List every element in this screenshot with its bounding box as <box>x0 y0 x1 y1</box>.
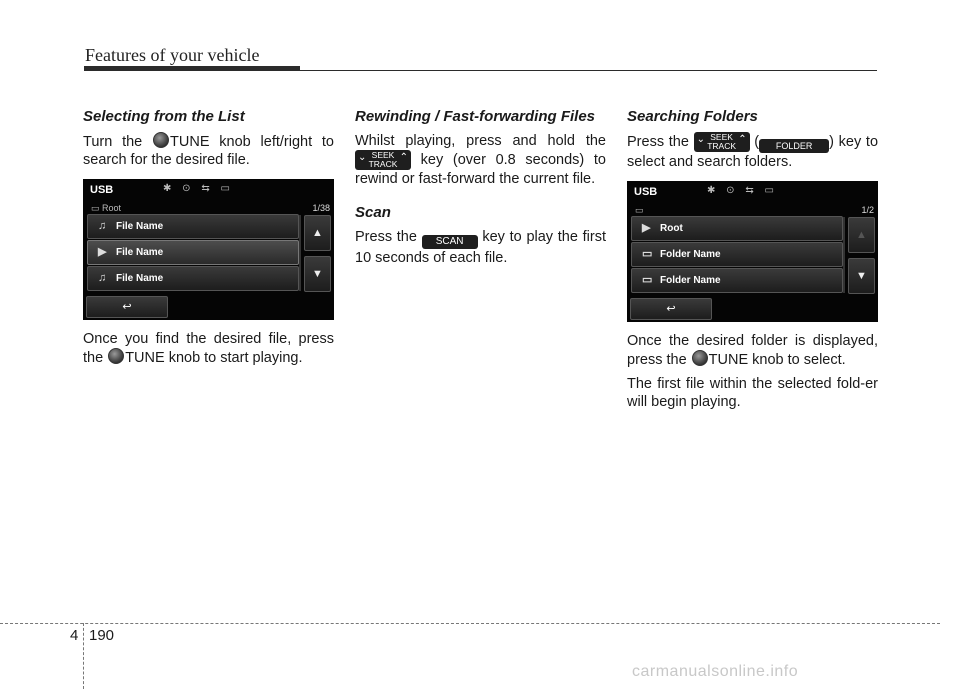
list-item-label: Root <box>660 223 683 234</box>
key-label: TRACK <box>707 141 737 151</box>
key-label: FOLDER <box>775 141 813 151</box>
paragraph-first-file: The first file within the selected fold-er will begin playing. <box>627 376 878 410</box>
list-item-label: Folder Name <box>660 275 721 286</box>
text: TUNE knob to start playing. <box>125 350 303 366</box>
key-label: SEEK <box>710 132 733 142</box>
list-item-label: Folder Name <box>660 249 721 260</box>
column-rewind-scan <box>355 108 606 273</box>
list-item[interactable] <box>87 214 299 239</box>
footer-rule <box>0 623 940 624</box>
scan-key: SCAN <box>422 235 478 249</box>
header-rule-thin <box>84 70 877 71</box>
screen-source-label: USB <box>90 184 114 196</box>
heading-rewinding: Rewinding / Fast-forwarding Files <box>355 108 596 125</box>
scroll-down-button[interactable]: ▼ <box>848 258 875 294</box>
screen-file-count: 1/38 <box>312 203 330 213</box>
folder-icon: ▭ <box>642 274 653 286</box>
list-item[interactable] <box>87 240 299 265</box>
back-button[interactable]: ↩ <box>630 298 712 320</box>
chevron-down-icon: ⌄ <box>358 152 367 163</box>
paragraph-scan <box>355 228 606 267</box>
scroll-up-button[interactable]: ▲ <box>848 217 875 253</box>
key-label: TRACK <box>368 159 398 169</box>
screen-folder-path: ▭ Root <box>91 203 122 213</box>
heading-scan: Scan <box>355 204 391 221</box>
tune-knob-icon <box>108 348 124 364</box>
chapter-number: 4 <box>70 627 79 644</box>
paragraph-once-found <box>83 330 334 367</box>
list-item[interactable] <box>87 266 299 291</box>
text: ( <box>749 134 760 150</box>
column-selecting-from-list <box>83 108 334 373</box>
chevron-up-icon: ⌃ <box>738 134 747 145</box>
screen-status-bar <box>83 179 334 194</box>
screen-folder-count: 1/2 <box>861 205 874 215</box>
screen-status-icons: ✱ ⊙ ⇆ ▭ <box>163 183 234 194</box>
seek-track-key <box>355 150 411 170</box>
scrollbar[interactable] <box>843 217 845 293</box>
list-item-label: File Name <box>116 221 164 232</box>
tune-knob-icon <box>153 132 169 148</box>
list-item[interactable] <box>631 216 843 241</box>
paragraph-turn-tune <box>83 132 334 169</box>
text: Once you find the desired file, press the <box>83 331 334 366</box>
watermark: carmanualsonline.info <box>632 663 799 680</box>
back-button[interactable]: ↩ <box>86 296 168 318</box>
screen-status-icons: ✱ ⊙ ⇆ ▭ <box>707 185 778 196</box>
paragraph-press-seek <box>627 132 878 171</box>
seek-track-key <box>694 132 750 152</box>
heading-selecting-from-list: Selecting from the List <box>83 108 245 125</box>
list-item-label: File Name <box>116 273 164 284</box>
play-icon: ▶ <box>98 246 107 258</box>
text: Turn the <box>83 134 153 150</box>
heading-searching-folders: Searching Folders <box>627 108 758 125</box>
text: TUNE knob to select. <box>708 352 846 368</box>
screen-folder-path: ▭ <box>635 205 644 215</box>
list-item-label: File Name <box>116 247 164 258</box>
tune-knob-icon <box>692 350 708 366</box>
text: key (over 0.8 seconds) to rewind or fast-forward the current file. <box>355 152 606 187</box>
folder-key <box>759 139 829 153</box>
page-header-title: Features of your vehicle <box>85 45 260 65</box>
text: Whilst playing, press and hold the <box>355 133 606 149</box>
paragraph-whilst-playing <box>355 132 606 188</box>
play-icon: ▶ <box>642 222 651 234</box>
paragraph-once-folder <box>627 332 878 369</box>
list-item[interactable] <box>631 242 843 267</box>
scroll-up-button[interactable]: ▲ <box>304 215 331 251</box>
screen-status-bar <box>627 181 878 196</box>
column-searching-folders <box>627 108 878 417</box>
music-note-icon: ♫ <box>98 220 107 232</box>
text: ) key to select and search folders. <box>627 134 879 170</box>
text: Press the <box>627 134 694 150</box>
key-label: SEEK <box>371 150 395 160</box>
text: key to play the first 10 seconds of each file. <box>355 229 606 266</box>
text: Press the <box>355 229 422 245</box>
text: Once the desired folder is displayed, press the <box>627 333 878 368</box>
folder-label: Root <box>102 203 122 213</box>
folder-icon: ▭ <box>642 248 653 260</box>
usb-folder-list-screen <box>627 181 878 322</box>
scrollbar[interactable] <box>299 215 301 291</box>
text: TUNE knob left/right to search for the desired file. <box>83 134 334 168</box>
screen-source-label: USB <box>634 186 658 198</box>
list-item[interactable] <box>631 268 843 293</box>
page-number: 190 <box>89 627 115 644</box>
usb-file-list-screen <box>83 179 334 320</box>
chevron-down-icon: ⌄ <box>696 134 705 145</box>
footer-divider <box>83 623 84 689</box>
chevron-up-icon: ⌃ <box>399 152 408 163</box>
scroll-down-button[interactable]: ▼ <box>304 256 331 292</box>
music-note-icon: ♫ <box>98 272 107 284</box>
